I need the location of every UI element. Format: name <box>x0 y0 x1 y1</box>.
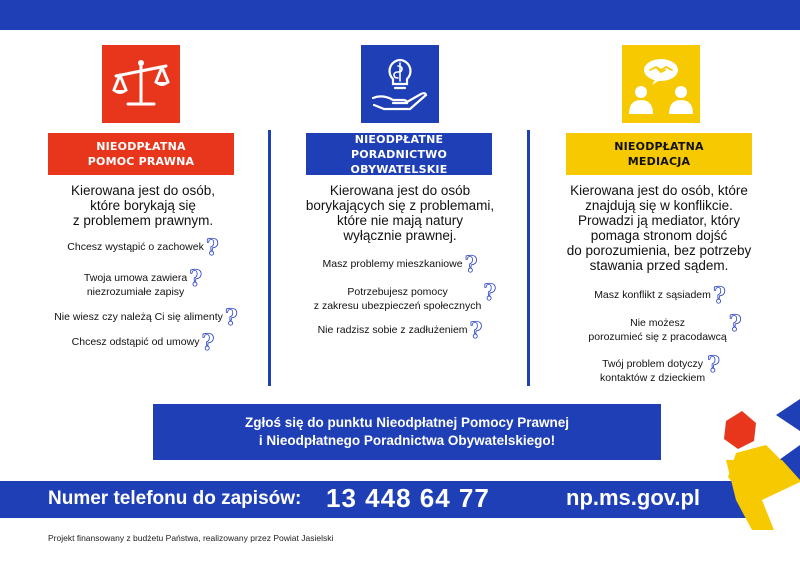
description-line: które borykają się <box>90 198 196 213</box>
label-mediation <box>566 133 752 175</box>
question-item <box>560 283 760 309</box>
question-text: porozumieć się z pracodawcą <box>588 331 727 343</box>
description-line: Kierowana jest do osób <box>329 183 471 198</box>
label-line: POMOC PRAWNA <box>87 155 195 168</box>
call-to-action-box <box>153 404 661 460</box>
question-item <box>294 318 506 344</box>
phone-number[interactable]: 13 448 64 77 <box>326 483 490 513</box>
description-line: znajdują się w konflikcie. <box>585 198 733 213</box>
description-line: Kierowana jest do osób, <box>70 183 216 198</box>
column-divider <box>268 130 271 386</box>
question-item <box>40 330 246 356</box>
lightbulb-hand-icon <box>361 45 439 123</box>
question-item <box>560 352 760 385</box>
question-text: Nie radzisz sobie z zadłużeniem <box>317 324 468 336</box>
phone-label: Numer telefonu do zapisów: <box>48 488 302 509</box>
description-legal-aid <box>40 183 246 228</box>
question-item <box>294 252 506 278</box>
label-line: NIEODPŁATNE <box>354 132 444 146</box>
question-mark-icon: ? <box>712 283 726 309</box>
question-text: Chcesz odstąpić od umowy <box>71 336 200 348</box>
question-text: kontaktów z dzieckiem <box>600 372 706 384</box>
description-line: Kierowana jest do osób, które <box>570 183 748 198</box>
cta-line: Zgłoś się do punktu Nieodpłatnej Pomocy Prawnej <box>244 415 570 430</box>
question-mark-icon: ? <box>469 318 483 344</box>
question-mark-icon: ? <box>728 311 742 337</box>
label-line: NIEODPŁATNA <box>614 140 704 153</box>
question-mark-icon: ? <box>205 235 219 261</box>
label-line: MEDIACJA <box>627 155 691 168</box>
cta-line: i Nieodpłatnego Poradnictwa Obywatelskiego! <box>258 433 556 448</box>
question-text: Chcesz wystąpić o zachowek <box>67 241 204 253</box>
description-line: Prowadzi ją mediator, który <box>577 213 741 228</box>
description-line: do porozumienia, bez potrzeby <box>566 243 752 258</box>
description-line: z problemem prawnym. <box>72 213 214 228</box>
scales-icon <box>102 45 180 123</box>
question-item <box>294 280 516 313</box>
question-mark-icon: ? <box>201 330 215 356</box>
question-text: niezrozumiałe zapisy <box>86 286 185 298</box>
mediation-icon <box>622 45 700 123</box>
question-mark-icon: ? <box>224 305 238 331</box>
description-line: które nie mają natury <box>336 213 464 228</box>
description-mediation <box>552 183 766 273</box>
website-link[interactable]: np.ms.gov.pl <box>566 485 701 510</box>
top-bar <box>0 0 800 30</box>
question-text: Potrzebujesz pomocy <box>347 286 448 298</box>
question-mark-icon: ? <box>483 280 497 306</box>
question-text: z zakresu ubezpieczeń społecznych <box>313 300 482 312</box>
question-text: Masz problemy mieszkaniowe <box>322 258 463 270</box>
question-mark-icon: ? <box>707 352 720 378</box>
question-item <box>560 311 770 344</box>
question-item <box>40 235 246 261</box>
description-line: stawania przed sądem. <box>589 258 729 273</box>
description-line: borykających się z problemami, <box>305 198 495 213</box>
question-text: Nie możesz <box>630 317 685 329</box>
label-legal-aid <box>48 133 234 175</box>
footer-note: Projekt finansowany z budżetu Państwa, realizowany przez Powiat Jasielski <box>48 533 334 543</box>
question-text: Masz konflikt z sąsiadem <box>594 289 711 301</box>
question-mark-icon: ? <box>464 252 478 278</box>
label-citizen-advice <box>306 133 492 175</box>
question-text: Nie wiesz czy należą Ci się alimenty <box>54 311 223 323</box>
question-mark-icon: ? <box>189 266 203 292</box>
question-item <box>40 266 246 299</box>
column-divider <box>527 130 530 386</box>
label-line: PORADNICTWO OBYWATELSKIE <box>350 147 448 176</box>
description-citizen-advice <box>294 183 506 243</box>
description-line: pomaga stronom dojść <box>590 228 728 243</box>
question-item <box>36 305 256 331</box>
description-line: wyłącznie prawnej. <box>343 228 457 243</box>
label-line: NIEODPŁATNA <box>96 140 186 153</box>
question-text: Twój problem dotyczy <box>602 358 704 370</box>
question-text: Twoja umowa zawiera <box>83 272 188 284</box>
decorative-shape-bottom <box>722 460 800 530</box>
